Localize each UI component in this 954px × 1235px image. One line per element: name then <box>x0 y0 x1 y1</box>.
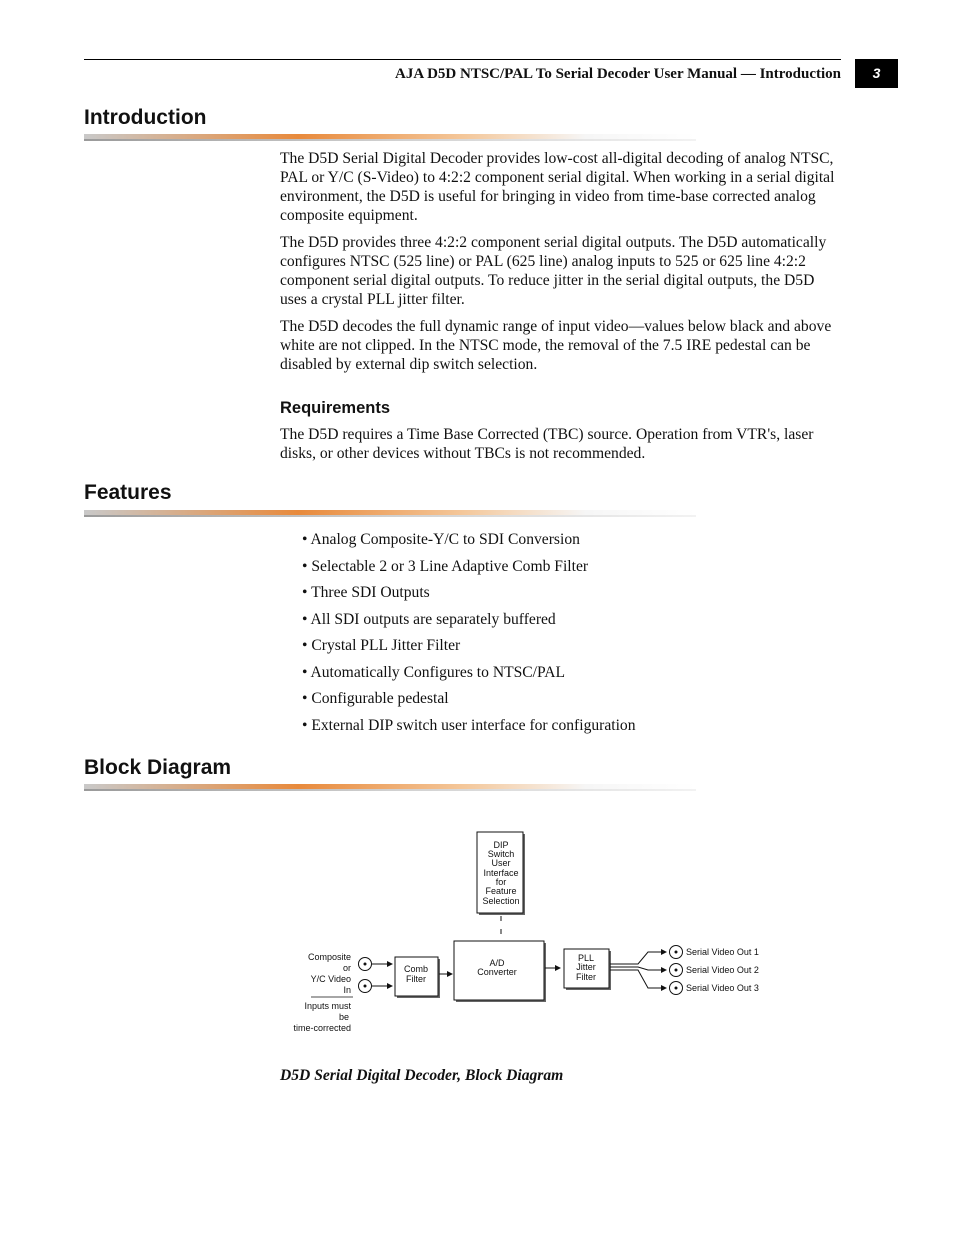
svg-text:Composite: Composite <box>307 952 351 962</box>
svg-text:Inputs must: Inputs must <box>304 1001 351 1011</box>
svg-text:Converter: Converter <box>477 967 517 977</box>
input-connector-icon <box>359 958 372 971</box>
block-diagram-heading: Block Diagram <box>84 756 232 779</box>
dip-line: DIP <box>493 840 509 850</box>
svg-text:Jitter: Jitter <box>576 962 596 972</box>
dip-line: Switch <box>487 849 515 859</box>
list-item: • Configurable pedestal <box>302 690 449 707</box>
list-item: • Automatically Configures to NTSC/PAL <box>302 663 566 681</box>
input-connector-icon <box>359 980 372 993</box>
list-item: • Selectable 2 or 3 Line Adaptive Comb Filter <box>302 557 589 575</box>
list-item: • Crystal PLL Jitter Filter <box>302 637 461 654</box>
input-note <box>293 1001 351 1033</box>
output-connector-icon <box>670 982 683 995</box>
pll-jitter-filter-box <box>564 949 611 990</box>
figure-caption: D5D Serial Digital Decoder, Block Diagram <box>280 1067 564 1084</box>
page-number: 3 <box>855 59 898 88</box>
dip-line: Feature <box>485 886 517 896</box>
output-connector-icon <box>670 964 683 977</box>
dip-line: Selection <box>482 896 520 906</box>
input-label <box>308 952 351 995</box>
requirements-text: The D5D requires a Time Base Corrected (TBC) source. Operation from VTR's, laser disks, or other devices without TBCs is not recommended. <box>280 426 814 462</box>
output-lines <box>610 952 666 988</box>
comb-filter-box <box>395 957 440 998</box>
output-label: Serial Video Out 2 <box>686 965 759 975</box>
list-item: • Three SDI Outputs <box>302 584 430 601</box>
list-item: • All SDI outputs are separately buffered <box>302 610 556 628</box>
svg-text:A/D: A/D <box>489 958 505 968</box>
svg-text:Comb: Comb <box>403 964 429 974</box>
output-label: Serial Video Out 3 <box>686 983 759 993</box>
dip-switch-box <box>477 832 525 915</box>
running-header-title: AJA D5D NTSC/PAL To Serial Decoder User Manual — Introduction <box>394 66 841 82</box>
list-item: • External DIP switch user interface for configuration <box>302 716 636 734</box>
ad-converter-box <box>454 941 546 1002</box>
introduction-heading: Introduction <box>84 106 207 129</box>
svg-text:In: In <box>343 985 351 995</box>
introduction-paragraph-3: The D5D decodes the full dynamic range of input video—values below black and above white are not clipped. In the NTSC mode, the removal of the 7.5 IRE pedestal can be disabled by external dip switch selection. <box>280 318 832 373</box>
introduction-paragraph-2: The D5D provides three 4:2:2 component serial digital outputs. The D5D automatically configures NTSC (525 line) or PAL (625 line) analog inputs to 525 or 625 line 4:2:2 component serial digital outputs. To reduce jitter in the serial digital outputs, the D5D uses a crystal PLL jitter filter. <box>280 234 827 308</box>
features-heading: Features <box>84 481 172 504</box>
output-connector-icon <box>670 946 683 959</box>
svg-text:Y/C Video: Y/C Video <box>310 974 351 984</box>
list-item: • Analog Composite-Y/C to SDI Conversion <box>302 531 580 548</box>
svg-text:Filter: Filter <box>406 974 426 984</box>
dip-line: for <box>495 877 507 887</box>
dip-line: Interface <box>483 868 519 878</box>
dip-line: User <box>491 858 511 868</box>
requirements-heading: Requirements <box>280 399 391 417</box>
svg-text:or: or <box>342 963 351 973</box>
svg-text:time-corrected: time-corrected <box>293 1023 351 1033</box>
svg-text:PLL: PLL <box>577 953 595 963</box>
output-label: Serial Video Out 1 <box>686 947 759 957</box>
svg-text:Filter: Filter <box>576 972 596 982</box>
introduction-paragraph-1: The D5D Serial Digital Decoder provides low-cost all-digital decoding of analog NTSC, PAL or Y/C (S-Video) to 4:2:2 component serial digital. When working in a serial digital environment, the D5D is useful for bringing in video from time-base corrected analog composite equipment. <box>280 150 835 224</box>
svg-text:be: be <box>338 1012 349 1022</box>
